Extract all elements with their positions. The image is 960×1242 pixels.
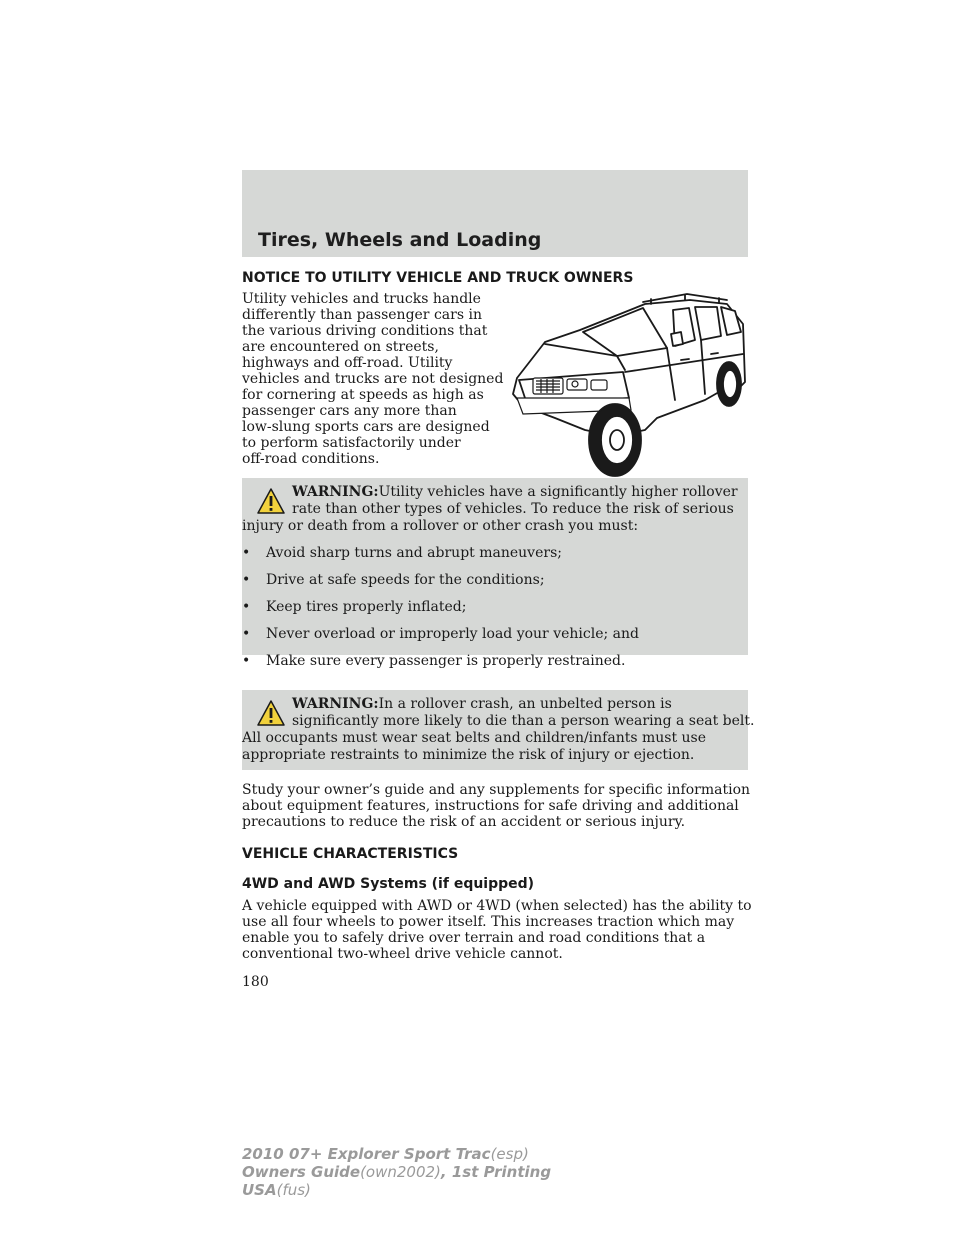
- notice-line: highways and off-road. Utility: [242, 355, 453, 371]
- page-number: 180: [242, 974, 269, 990]
- study-line: Study your owner’s guide and any supplements for specific information: [242, 782, 751, 798]
- warning-text-line: rate than other types of vehicles. To reduce the risk of serious: [292, 501, 734, 517]
- notice-line: to perform satisfactorily under: [242, 435, 461, 451]
- notice-line: differently than passenger cars in: [242, 307, 482, 323]
- notice-line: off-road conditions.: [242, 451, 380, 467]
- notice-line: vehicles and trucks are not designed: [242, 371, 504, 387]
- characteristics-line: enable you to safely drive over terrain and road conditions that a: [242, 930, 706, 946]
- list-item: • Make sure every passenger is properly restrained.: [242, 653, 626, 669]
- study-line: about equipment features, instructions for safe driving and additional: [242, 798, 739, 814]
- warning-box-seat-belt: [242, 690, 755, 770]
- notice-line: for cornering at speeds as high as: [242, 387, 484, 403]
- warning-text: [242, 484, 738, 535]
- notice-heading: NOTICE TO UTILITY VEHICLE AND TRUCK OWNERS: [242, 270, 634, 286]
- suv-illustration-icon: [505, 290, 750, 480]
- awd-subheading: 4WD and AWD Systems (if equipped): [242, 876, 535, 892]
- warning-text: [242, 696, 754, 764]
- list-item: • Drive at safe speeds for the conditions;: [242, 572, 545, 588]
- section-title: Tires, Wheels and Loading: [258, 229, 542, 251]
- notice-line: the various driving conditions that: [242, 323, 488, 339]
- characteristics-line: conventional two-wheel drive vehicle cannot.: [242, 946, 563, 962]
- list-item: • Keep tires properly inflated;: [242, 599, 467, 615]
- warning-text-line: In a rollover crash, an unbelted person is: [378, 696, 672, 712]
- notice-line: Utility vehicles and trucks handle: [242, 291, 481, 307]
- characteristics-line: use all four wheels to power itself. This increases traction which may: [242, 914, 735, 930]
- document-footer: 2010 07+ Explorer Sport Trac(esp) Owners Guide(own2002), 1st Printing USA(fus): [242, 1145, 552, 1199]
- characteristics-line: A vehicle equipped with AWD or 4WD (when selected) has the ability to: [242, 898, 752, 914]
- characteristics-paragraph: [242, 898, 752, 962]
- notice-line: are encountered on streets,: [242, 339, 439, 355]
- warning-text-line: Utility vehicles have a significantly higher rollover: [378, 484, 738, 500]
- study-paragraph: [242, 782, 750, 830]
- section-header-bar: [242, 170, 748, 257]
- warning-text-line: appropriate restraints to minimize the risk of injury or ejection.: [242, 747, 695, 763]
- warning-bullet-list: [242, 545, 639, 680]
- list-item: • Never overload or improperly load your vehicle; and: [242, 626, 639, 642]
- characteristics-heading: VEHICLE CHARACTERISTICS: [242, 846, 459, 862]
- warning-label: WARNING:: [292, 696, 379, 712]
- warning-label: WARNING:: [292, 484, 379, 500]
- warning-text-line: injury or death from a rollover or other crash you must:: [242, 518, 639, 534]
- notice-line: low-slung sports cars are designed: [242, 419, 490, 435]
- notice-line: passenger cars any more than: [242, 403, 457, 419]
- warning-box-rollover-rate: [242, 478, 748, 669]
- list-item: • Avoid sharp turns and abrupt maneuvers;: [242, 545, 562, 561]
- warning-text-line: significantly more likely to die than a person wearing a seat belt.: [292, 713, 755, 729]
- warning-text-line: All occupants must wear seat belts and children/infants must use: [242, 730, 707, 746]
- study-line: precautions to reduce the risk of an accident or serious injury.: [242, 814, 686, 830]
- notice-paragraph: [242, 291, 503, 467]
